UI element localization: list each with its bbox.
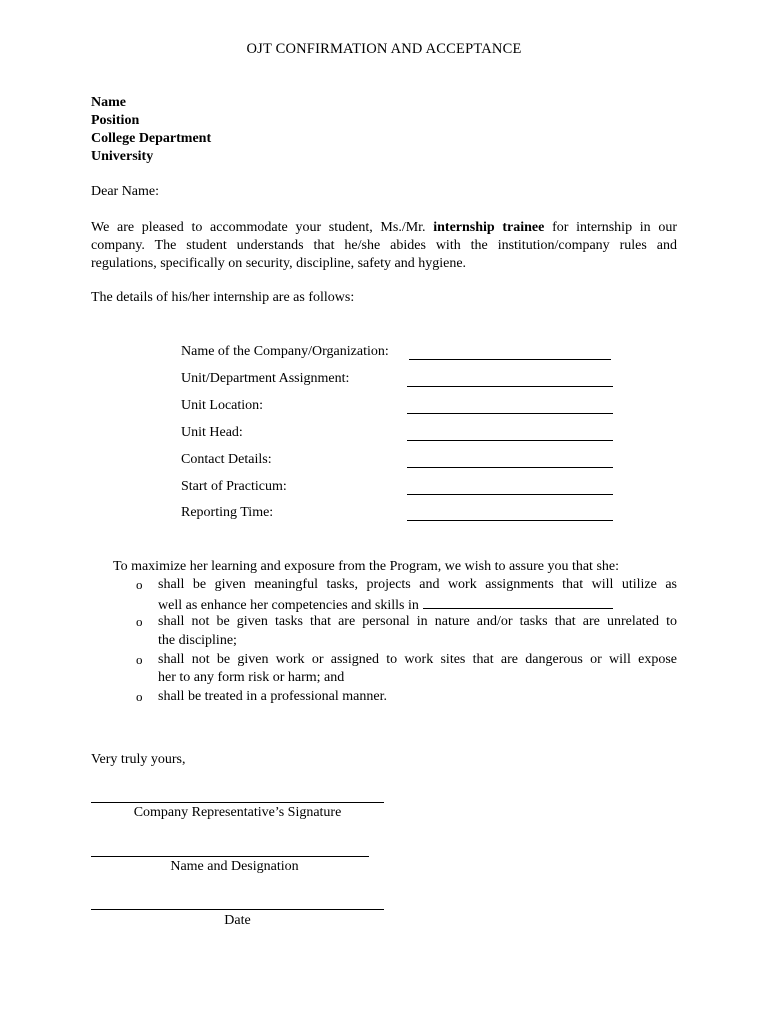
- date-line: [91, 909, 384, 910]
- intro-line-1-post: for internship in our: [552, 220, 677, 235]
- detail-blank-contact: [407, 467, 613, 468]
- bullet-2-line-2: the discipline;: [158, 633, 237, 648]
- date-caption: Date: [224, 913, 251, 928]
- detail-label-contact: Contact Details:: [181, 452, 272, 467]
- assurance-intro: To maximize her learning and exposure from the Program, we wish to assure you that she:: [113, 559, 619, 574]
- intro-bold-term: internship trainee: [433, 220, 545, 235]
- detail-blank-unit-head: [407, 440, 613, 441]
- detail-blank-unit-assignment: [407, 386, 613, 387]
- bullet-1-line-2-text: well as enhance her competencies and skills in: [158, 598, 419, 613]
- bullet-1-line-1: shall be given meaningful tasks, projects and work assignments that will utilize as: [158, 577, 677, 592]
- recipient-university: University: [91, 149, 154, 164]
- bullet-4-line-1: shall be treated in a professional manner.: [158, 689, 387, 704]
- name-designation-caption: Name and Designation: [170, 859, 299, 874]
- name-designation-line: [91, 856, 369, 857]
- bullet-marker: o: [136, 652, 143, 667]
- detail-blank-start: [407, 494, 613, 495]
- skills-blank: [423, 596, 613, 609]
- bullet-2-line-1: shall not be given tasks that are personal in nature and/or tasks that are unrelated to: [158, 614, 677, 629]
- bullet-1-line-2: [158, 596, 677, 614]
- detail-label-unit-location: Unit Location:: [181, 398, 264, 413]
- bullet-3-line-2: her to any form risk or harm; and: [158, 670, 345, 685]
- signature-caption: Company Representative’s Signature: [133, 805, 342, 820]
- detail-label-start: Start of Practicum:: [181, 479, 287, 494]
- bullet-3-line-1: shall not be given work or assigned to work sites that are dangerous or will expose: [158, 652, 677, 667]
- detail-blank-reporting-time: [407, 520, 613, 521]
- intro-line-1-pre: We are pleased to accommodate your student, Ms./Mr.: [91, 220, 426, 235]
- bullet-marker: o: [136, 614, 143, 629]
- detail-label-company: Name of the Company/Organization:: [181, 344, 389, 359]
- closing: Very truly yours,: [91, 752, 186, 767]
- intro-line-1: [91, 219, 677, 237]
- detail-label-unit-assignment: Unit/Department Assignment:: [181, 371, 350, 386]
- detail-blank-unit-location: [407, 413, 613, 414]
- detail-label-unit-head: Unit Head:: [181, 425, 243, 440]
- detail-label-reporting-time: Reporting Time:: [181, 505, 274, 520]
- document-title: OJT CONFIRMATION AND ACCEPTANCE: [246, 41, 522, 57]
- bullet-marker: o: [136, 577, 143, 592]
- salutation: Dear Name:: [91, 184, 160, 199]
- signature-line: [91, 802, 384, 803]
- recipient-department: College Department: [91, 131, 212, 146]
- recipient-name: Name: [91, 95, 126, 110]
- detail-blank-company: [409, 359, 611, 360]
- details-intro: The details of his/her internship are as follows:: [91, 290, 355, 305]
- intro-line-2: company. The student understands that he/she abides with the institution/company rules and: [91, 238, 677, 253]
- intro-line-3: regulations, specifically on security, discipline, safety and hygiene.: [91, 256, 467, 271]
- recipient-position: Position: [91, 113, 140, 128]
- bullet-marker: o: [136, 689, 143, 704]
